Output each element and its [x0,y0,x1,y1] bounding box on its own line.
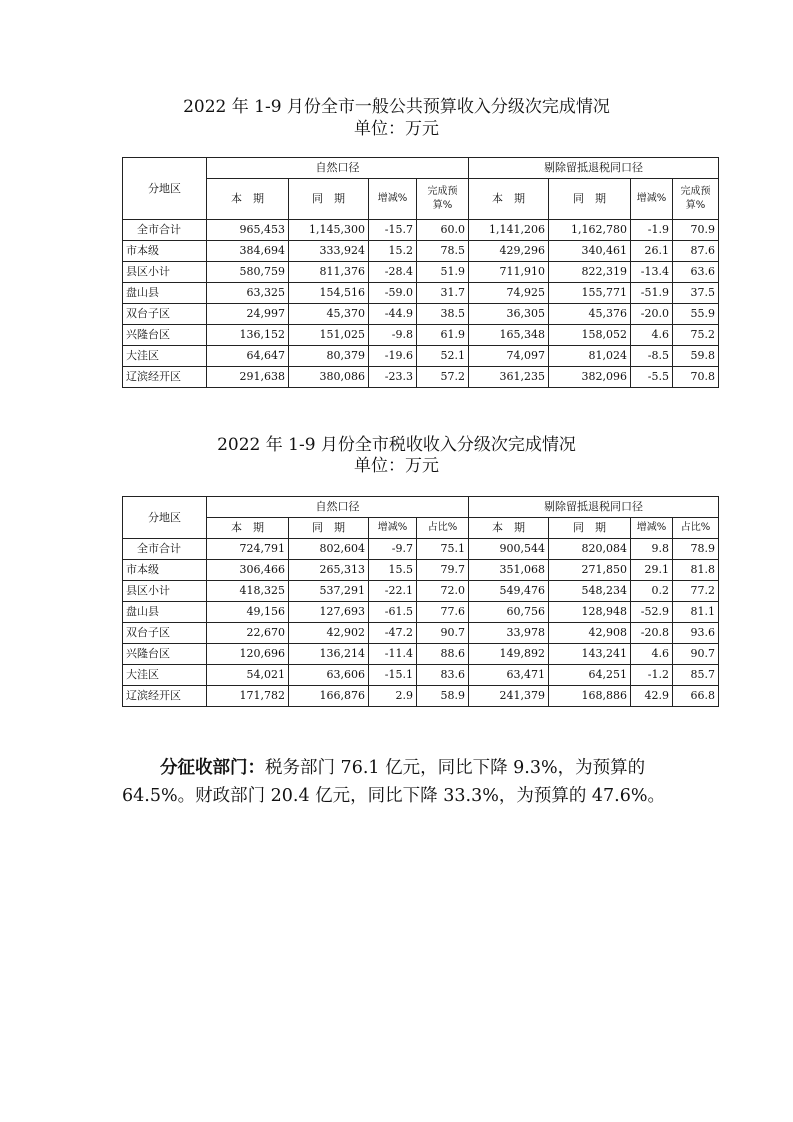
value-cell: 120,696 [207,644,289,665]
region-cell: 县区小计 [123,581,207,602]
value-cell: 537,291 [289,581,369,602]
value-cell: 77.2 [673,581,719,602]
natural-caliber-header: 自然口径 [207,158,469,179]
value-cell: 64,647 [207,346,289,367]
col-header: 增减% [631,518,673,539]
value-cell: 965,453 [207,220,289,241]
value-cell: 78.9 [673,539,719,560]
region-cell: 盘山县 [123,283,207,304]
col-header: 占比% [673,518,719,539]
value-cell: 154,516 [289,283,369,304]
value-cell: 81.8 [673,560,719,581]
value-cell: 60,756 [469,602,549,623]
table-row [123,262,719,283]
table-row [123,602,719,623]
table-row [123,644,719,665]
value-cell: 45,370 [289,304,369,325]
table-row [123,220,719,241]
value-cell: 60.0 [417,220,469,241]
value-cell: 136,214 [289,644,369,665]
value-cell: 171,782 [207,686,289,707]
natural-caliber-header: 自然口径 [207,497,469,518]
value-cell: -15.7 [369,220,417,241]
value-cell: 88.6 [417,644,469,665]
value-cell: 81,024 [549,346,631,367]
col-header: 本 期 [207,518,289,539]
value-cell: -1.9 [631,220,673,241]
col-header: 本 期 [469,179,549,220]
value-cell: 22,670 [207,623,289,644]
value-cell: 79.7 [417,560,469,581]
value-cell: 136,152 [207,325,289,346]
value-cell: 127,693 [289,602,369,623]
col-header: 同 期 [549,518,631,539]
table-row [123,304,719,325]
value-cell: 54,021 [207,665,289,686]
value-cell: -47.2 [369,623,417,644]
value-cell: -61.5 [369,602,417,623]
region-cell: 全市合计 [123,539,207,560]
col-header: 占比% [417,518,469,539]
value-cell: 42.9 [631,686,673,707]
region-cell: 大洼区 [123,346,207,367]
value-cell: 61.9 [417,325,469,346]
col-header: 完成预算% [417,179,469,220]
value-cell: 63,606 [289,665,369,686]
value-cell: 306,466 [207,560,289,581]
value-cell: 0.2 [631,581,673,602]
paragraph-text: 税务部门 76.1 亿元，同比下降 9.3%，为预算的 64.5%。财政部门 20.4 亿元，同比下降 33.3%，为预算的 47.6%。 [122,758,665,806]
value-cell: 271,850 [549,560,631,581]
table-row [123,367,719,388]
value-cell: 429,296 [469,241,549,262]
department-paragraph [122,754,682,810]
value-cell: 75.1 [417,539,469,560]
col-header: 增减% [631,179,673,220]
value-cell: 26.1 [631,241,673,262]
value-cell: 802,604 [289,539,369,560]
value-cell: 63,325 [207,283,289,304]
table1-title: 2022 年 1-9 月份全市一般公共预算收入分级次完成情况 [183,97,610,117]
value-cell: -8.5 [631,346,673,367]
value-cell: 70.9 [673,220,719,241]
value-cell: 85.7 [673,665,719,686]
value-cell: 74,925 [469,283,549,304]
value-cell: 143,241 [549,644,631,665]
value-cell: 549,476 [469,581,549,602]
value-cell: 66.8 [673,686,719,707]
value-cell: -20.0 [631,304,673,325]
value-cell: 74,097 [469,346,549,367]
value-cell: 75.2 [673,325,719,346]
table-row [123,623,719,644]
value-cell: 38.5 [417,304,469,325]
value-cell: 78.5 [417,241,469,262]
paragraph-heading: 分征收部门： [160,758,265,778]
region-cell: 兴隆台区 [123,644,207,665]
value-cell: 711,910 [469,262,549,283]
table-row [123,581,719,602]
value-cell: 77.6 [417,602,469,623]
value-cell: -11.4 [369,644,417,665]
value-cell: 1,141,206 [469,220,549,241]
value-cell: 36,305 [469,304,549,325]
excluded-caliber-header: 剔除留抵退税同口径 [469,158,719,179]
value-cell: 70.8 [673,367,719,388]
value-cell: 33,978 [469,623,549,644]
budget-revenue-table [122,157,719,388]
value-cell: 900,544 [469,539,549,560]
value-cell: 1,162,780 [549,220,631,241]
table-row [123,539,719,560]
value-cell: 29.1 [631,560,673,581]
value-cell: -59.0 [369,283,417,304]
value-cell: 380,086 [289,367,369,388]
value-cell: 15.5 [369,560,417,581]
table-row [123,686,719,707]
table1-unit: 单位：万元 [354,119,439,139]
region-cell: 双台子区 [123,623,207,644]
value-cell: -19.6 [369,346,417,367]
value-cell: 63,471 [469,665,549,686]
value-cell: -28.4 [369,262,417,283]
table-row [123,325,719,346]
tax-revenue-table [122,496,719,707]
region-cell: 大洼区 [123,665,207,686]
region-cell: 辽滨经开区 [123,686,207,707]
value-cell: 90.7 [673,644,719,665]
value-cell: 128,948 [549,602,631,623]
region-cell: 辽滨经开区 [123,367,207,388]
value-cell: 418,325 [207,581,289,602]
value-cell: 158,052 [549,325,631,346]
table-row [123,560,719,581]
table-row [123,346,719,367]
value-cell: 24,997 [207,304,289,325]
value-cell: 291,638 [207,367,289,388]
region-header: 分地区 [123,158,207,220]
region-cell: 市本级 [123,241,207,262]
value-cell: 80,379 [289,346,369,367]
table2-unit: 单位：万元 [354,456,439,476]
value-cell: 83.6 [417,665,469,686]
value-cell: 52.1 [417,346,469,367]
col-header: 增减% [369,179,417,220]
value-cell: -51.9 [631,283,673,304]
value-cell: -1.2 [631,665,673,686]
value-cell: 820,084 [549,539,631,560]
value-cell: 58.9 [417,686,469,707]
col-header: 完成预算% [673,179,719,220]
value-cell: 45,376 [549,304,631,325]
value-cell: 168,886 [549,686,631,707]
value-cell: 241,379 [469,686,549,707]
value-cell: 155,771 [549,283,631,304]
region-header: 分地区 [123,497,207,539]
table2-title: 2022 年 1-9 月份全市税收收入分级次完成情况 [217,435,576,455]
value-cell: 822,319 [549,262,631,283]
value-cell: 382,096 [549,367,631,388]
col-header: 增减% [369,518,417,539]
value-cell: 4.6 [631,325,673,346]
region-cell: 县区小计 [123,262,207,283]
region-cell: 盘山县 [123,602,207,623]
col-header: 同 期 [289,518,369,539]
value-cell: 37.5 [673,283,719,304]
value-cell: -13.4 [631,262,673,283]
value-cell: 151,025 [289,325,369,346]
value-cell: 31.7 [417,283,469,304]
region-cell: 兴隆台区 [123,325,207,346]
value-cell: 57.2 [417,367,469,388]
value-cell: 90.7 [417,623,469,644]
value-cell: 340,461 [549,241,631,262]
col-header: 同 期 [289,179,369,220]
value-cell: 166,876 [289,686,369,707]
region-cell: 双台子区 [123,304,207,325]
value-cell: 15.2 [369,241,417,262]
value-cell: 42,902 [289,623,369,644]
value-cell: -15.1 [369,665,417,686]
value-cell: 81.1 [673,602,719,623]
value-cell: 724,791 [207,539,289,560]
value-cell: 351,068 [469,560,549,581]
value-cell: 384,694 [207,241,289,262]
value-cell: 165,348 [469,325,549,346]
value-cell: 51.9 [417,262,469,283]
value-cell: -44.9 [369,304,417,325]
value-cell: 580,759 [207,262,289,283]
region-cell: 全市合计 [123,220,207,241]
value-cell: 265,313 [289,560,369,581]
value-cell: -5.5 [631,367,673,388]
value-cell: 333,924 [289,241,369,262]
value-cell: 49,156 [207,602,289,623]
value-cell: 4.6 [631,644,673,665]
table-row [123,241,719,262]
col-header: 本 期 [469,518,549,539]
col-header: 本 期 [207,179,289,220]
value-cell: 55.9 [673,304,719,325]
value-cell: -52.9 [631,602,673,623]
value-cell: -22.1 [369,581,417,602]
value-cell: 59.8 [673,346,719,367]
value-cell: 548,234 [549,581,631,602]
value-cell: 9.8 [631,539,673,560]
value-cell: -23.3 [369,367,417,388]
value-cell: 63.6 [673,262,719,283]
table-row [123,665,719,686]
value-cell: 93.6 [673,623,719,644]
value-cell: 361,235 [469,367,549,388]
value-cell: 64,251 [549,665,631,686]
value-cell: -20.8 [631,623,673,644]
value-cell: 2.9 [369,686,417,707]
value-cell: -9.7 [369,539,417,560]
region-cell: 市本级 [123,560,207,581]
value-cell: 1,145,300 [289,220,369,241]
value-cell: 72.0 [417,581,469,602]
value-cell: 149,892 [469,644,549,665]
value-cell: -9.8 [369,325,417,346]
table-row [123,283,719,304]
value-cell: 811,376 [289,262,369,283]
value-cell: 42,908 [549,623,631,644]
col-header: 同 期 [549,179,631,220]
excluded-caliber-header: 剔除留抵退税同口径 [469,497,719,518]
value-cell: 87.6 [673,241,719,262]
